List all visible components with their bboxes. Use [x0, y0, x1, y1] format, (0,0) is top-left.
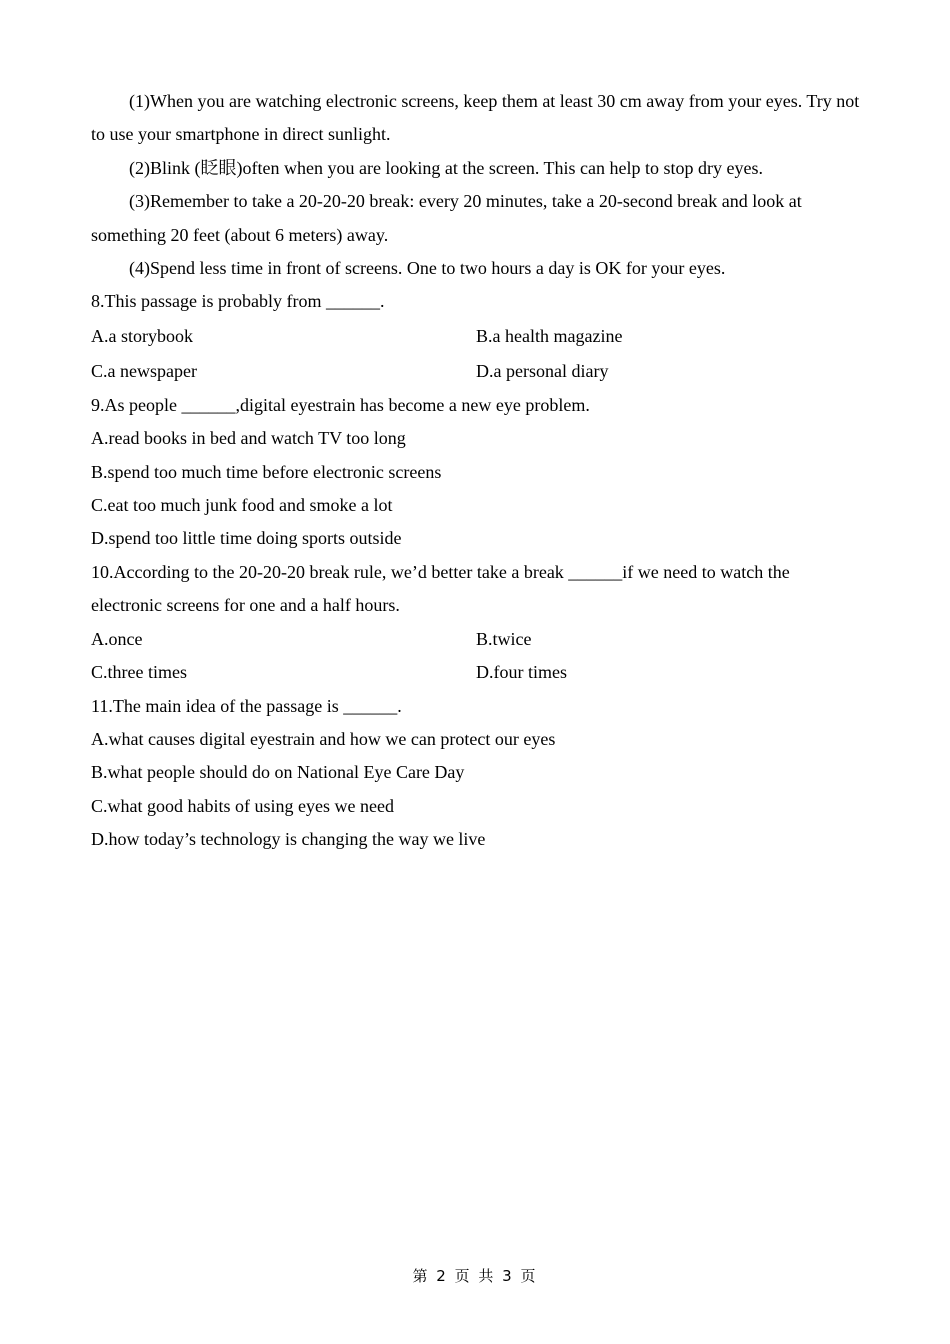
question-9-option-a: A.read books in bed and watch TV too long [91, 428, 406, 449]
question-8-option-a: A.a storybook [91, 325, 193, 346]
question-11-option-c: C.what good habits of using eyes we need [91, 795, 394, 816]
question-10-option-b: B.twice [476, 628, 532, 649]
question-10-options-row-2 [91, 656, 861, 689]
question-9-option-d: D.spend too little time doing sports outside [91, 528, 402, 549]
tip-1: (1)When you are watching electronic screens, keep them at least 30 cm away from your eyes. Try not to use your smartphone in direct sunlight. [91, 91, 860, 145]
tip-3: (3)Remember to take a 20-20-20 break: every 20 minutes, take a 20-second break and look at something 20 feet (about 6 meters) away. [91, 191, 802, 245]
question-10-options-row-1 [91, 623, 861, 656]
tip-2: (2)Blink (眨眼)often when you are looking at the screen. This can help to stop dry eyes. [129, 157, 764, 178]
question-8-option-d: D.a personal diary [476, 360, 609, 381]
question-9-stem: 9.As people ______,digital eyestrain has become a new eye problem. [91, 394, 590, 415]
question-11-option-b: B.what people should do on National Eye Care Day [91, 762, 465, 783]
question-10-option-a: A.once [91, 628, 143, 649]
question-8-options-row-2 [91, 354, 861, 389]
question-11-option-a: A.what causes digital eyestrain and how we can protect our eyes [91, 728, 556, 749]
question-8-option-b: B.a health magazine [476, 325, 623, 346]
question-10-option-d: D.four times [476, 662, 567, 683]
question-8-option-c: C.a newspaper [91, 360, 197, 381]
question-11-stem: 11.The main idea of the passage is ______. [91, 695, 402, 716]
document-body [91, 85, 861, 857]
question-9-option-c: C.eat too much junk food and smoke a lot [91, 495, 393, 516]
question-11-option-d: D.how today’s technology is changing the way we live [91, 829, 486, 850]
page-number-footer: 第 2 页 共 3 页 [412, 1267, 538, 1285]
question-10-option-c: C.three times [91, 662, 187, 683]
question-9-option-b: B.spend too much time before electronic screens [91, 461, 442, 482]
question-8-stem: 8.This passage is probably from ______. [91, 291, 385, 312]
tip-4: (4)Spend less time in front of screens. One to two hours a day is OK for your eyes. [129, 258, 726, 279]
question-8-options-row-1 [91, 319, 861, 354]
question-10-stem: 10.According to the 20-20-20 break rule, we’d better take a break ______if we need to watch the electronic screens for one and a half hours. [91, 561, 790, 616]
